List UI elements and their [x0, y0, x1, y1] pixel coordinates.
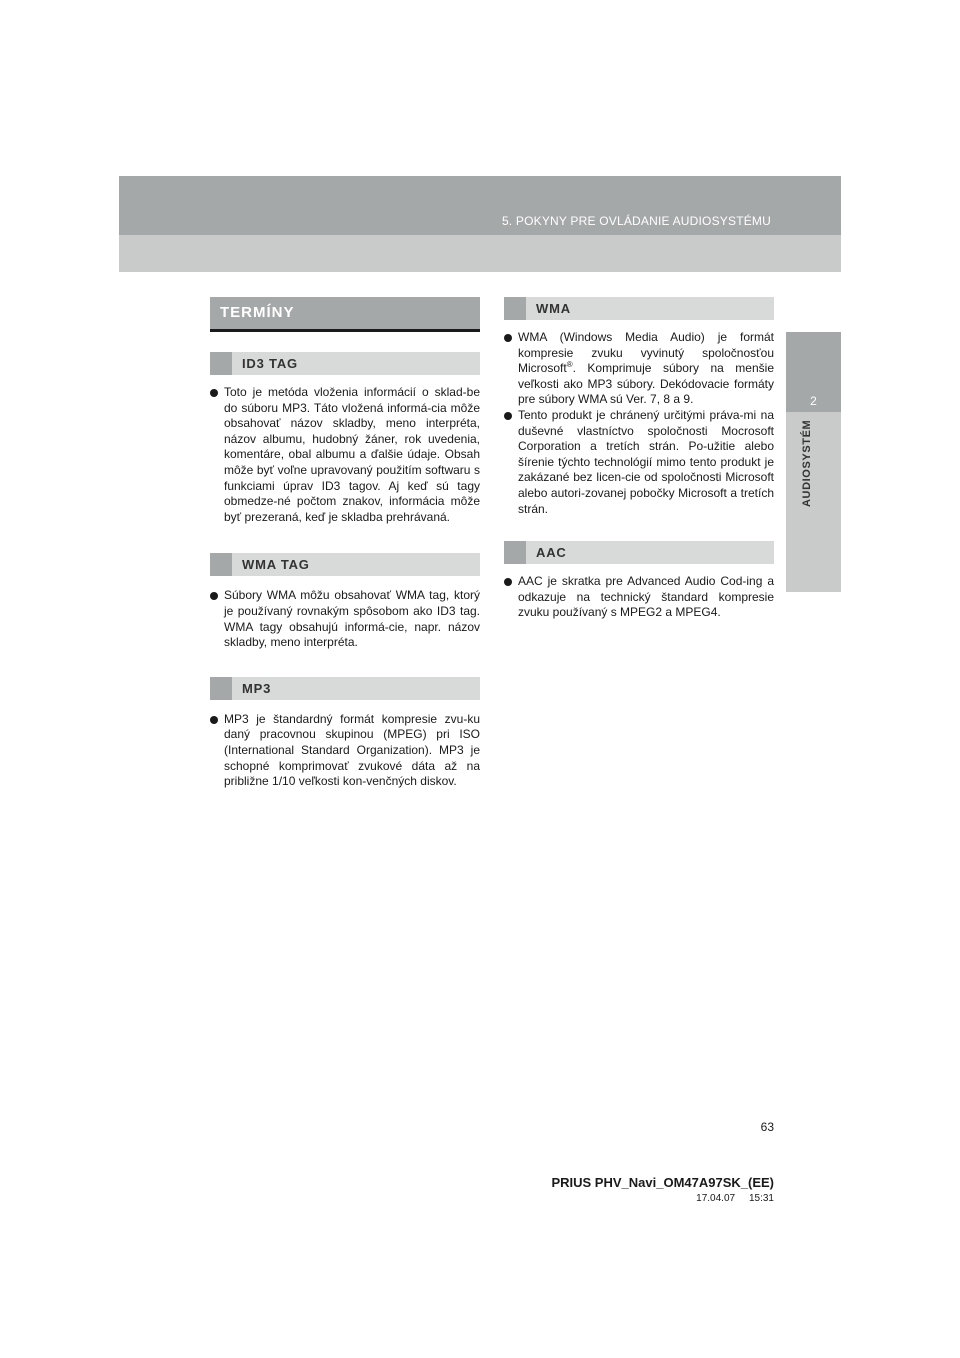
bullet-item: Súbory WMA môžu obsahovať WMA tag, ktorý je používaný rovnakým spôsobom ako ID3 tag. WMA tagy obsahujú informá-cie, napr. názov skladby, meno interpréta. [210, 588, 480, 650]
bullet-icon [210, 389, 218, 397]
registered-mark: ® [566, 360, 573, 370]
subheading-mp3: MP3 [210, 677, 480, 700]
chapter-number-tab: 2 [786, 332, 841, 412]
bullet-item: WMA (Windows Media Audio) je formát kompresie zvuku vyvinutý spoločnosťou Microsoft®. Komprimuje súbory na menšie veľkosti ako MP3 súbory. Dekódovacie formáty pre súbory WMA sú Ver. 7, 8 a 9. [504, 330, 774, 408]
subheading-aac: AAC [504, 541, 774, 564]
subheading-marker [210, 352, 232, 375]
document-code: PRIUS PHV_Navi_OM47A97SK_(EE) [551, 1175, 774, 1190]
bullet-icon [210, 592, 218, 600]
print-timestamp: 17.04.07 15:31 [696, 1193, 774, 1204]
bullet-item: Toto je metóda vloženia informácií o sklad-be do súboru MP3. Táto vložená informá-cia môže obsahovať názov skladby, meno interpréta, názov albumu, hudobný žáner, rok uvedenia, komentáre, obal albumu a ďalšie údaje. Obsah môže byť voľne upravovaný použitím softwaru s funkciami úprav ID3 tagov. Aj keď sú tagy obmedze-né počtom znakov, informácia môže byť prezeraná, keď je skladba prehrávaná. [210, 385, 480, 525]
bullet-icon [504, 334, 512, 342]
subheading-id3-tag: ID3 TAG [210, 352, 480, 375]
subheading-wma: WMA [504, 297, 774, 320]
bullet-item: Tento produkt je chránený určitými práva-mi na duševné vlastníctvo spoločnosti Mocrosoft Corporation a tretích strán. Po-užitie alebo šírenie týchto technológií mimo tento produkt je zakázané bez licen-cie od spoločnosti Microsoft alebo autori-zovanej pobočky Microsoft a tretích strán. [504, 408, 774, 517]
subheading-marker [504, 541, 526, 564]
bullet-icon [210, 716, 218, 724]
bullet-item: AAC je skratka pre Advanced Audio Cod-ing a odkazuje na technický štandard kompresie zvuku používaný s MPEG2 a MPEG4. [504, 574, 774, 621]
bullet-icon [504, 412, 512, 420]
chapter-title: 5. POKYNY PRE OVLÁDANIE AUDIOSYSTÉMU [501, 214, 771, 228]
subheading-marker [504, 297, 526, 320]
right-column [504, 297, 774, 621]
page-number: 63 [760, 1120, 774, 1134]
subheading-marker [210, 677, 232, 700]
section-heading-terms: TERMÍNY [210, 297, 480, 332]
chapter-header [119, 176, 841, 272]
chapter-header-bar [119, 176, 841, 235]
subheading-wma-tag: WMA TAG [210, 553, 480, 576]
chapter-label: AUDIOSYSTÉM [801, 420, 813, 508]
bullet-icon [504, 578, 512, 586]
bullet-item: MP3 je štandardný formát kompresie zvu-ku daný pracovnou skupinou (MPEG) pri ISO (International Standard Organization). MP3 je schopné komprimovať zvukové dáta až na približne 1/10 veľkosti kon-venčných diskov. [210, 712, 480, 790]
left-column [210, 297, 480, 790]
subheading-marker [210, 553, 232, 576]
chapter-label-tab [786, 412, 841, 592]
